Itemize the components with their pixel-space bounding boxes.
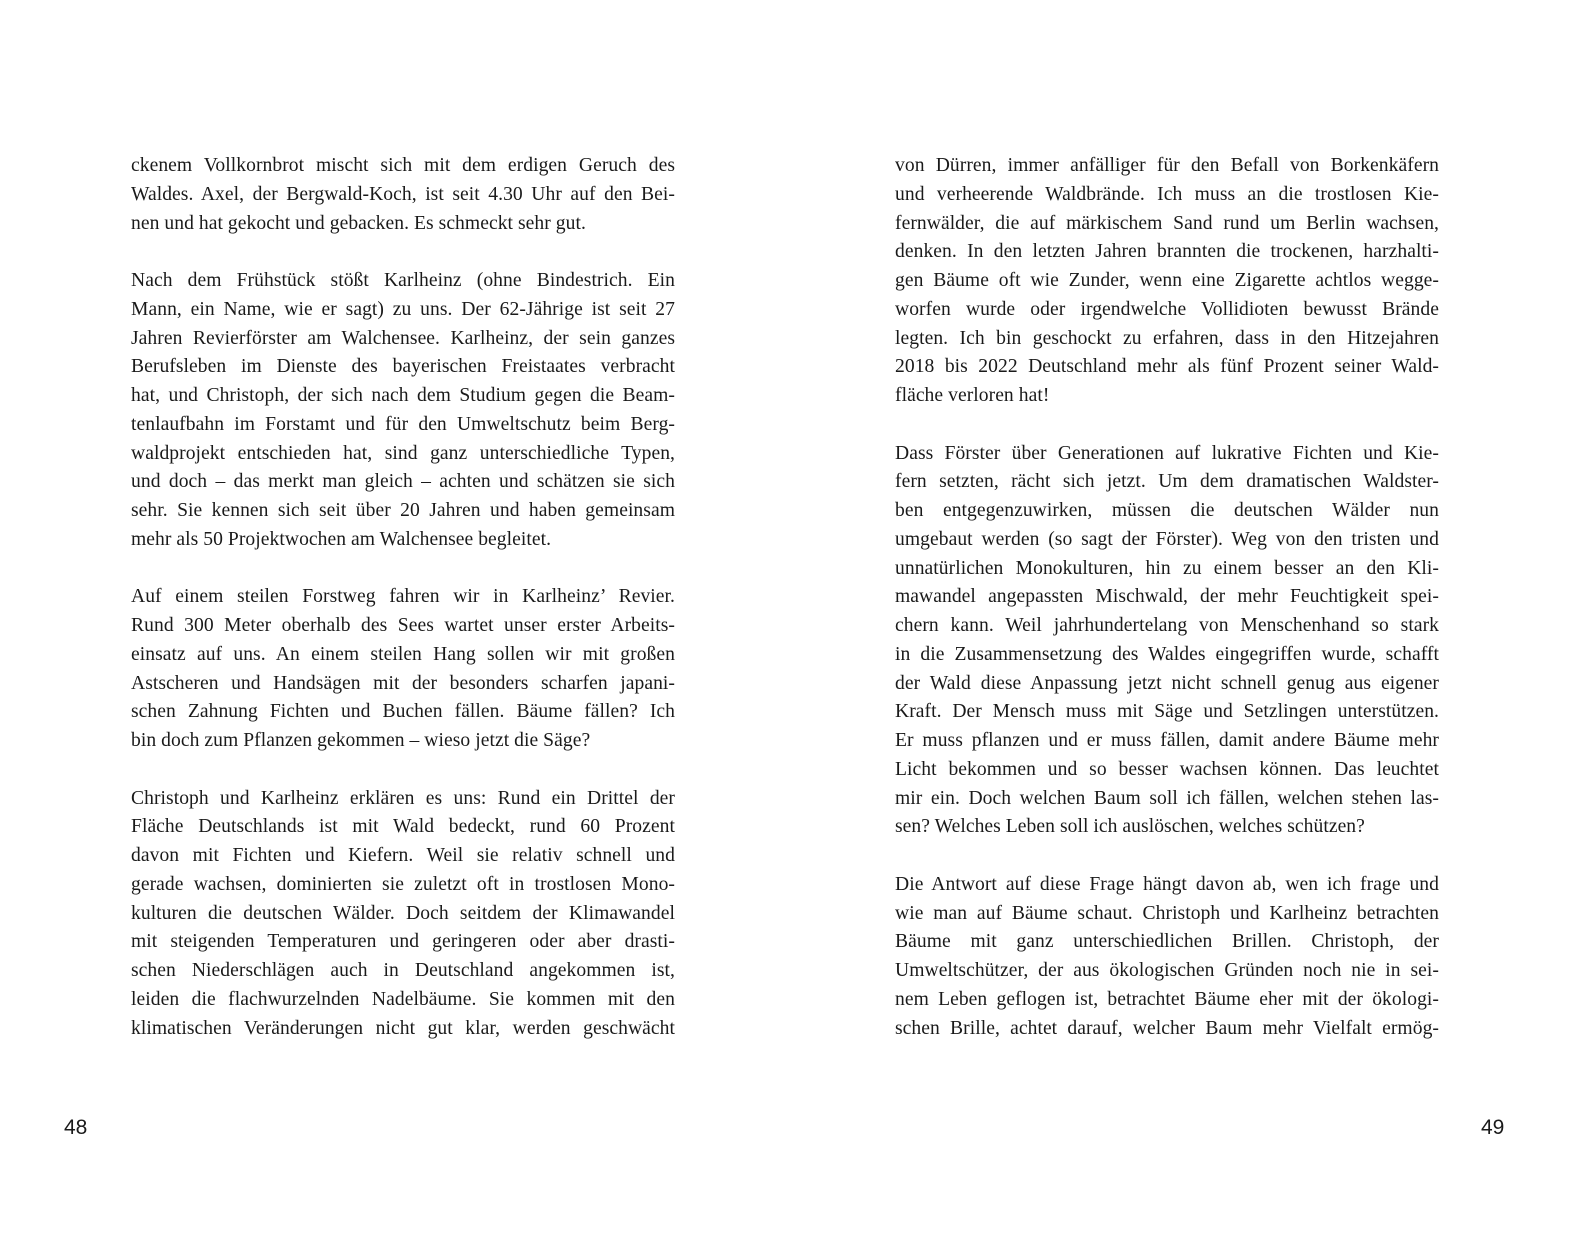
text-line: Er muss pflanzen und er muss fällen, damit andere Bäume mehr bbox=[895, 730, 1439, 751]
text-line: Christoph und Karlheinz erklären es uns: Rund ein Drittel der bbox=[131, 787, 675, 809]
right-page bbox=[797, 0, 1594, 1240]
page-number: 48 bbox=[64, 1116, 88, 1139]
right-text-column bbox=[895, 152, 1439, 1072]
paragraph bbox=[131, 583, 675, 756]
text-line: gerade wachsen, dominierten sie zuletzt oft in trostlosen Mono- bbox=[131, 873, 675, 895]
text-line: gen Bäume oft wie Zunder, wenn eine Zigarette achtlos wegge- bbox=[895, 270, 1439, 291]
text-line: Kraft. Der Mensch muss mit Säge und Setzlingen unterstützen. bbox=[895, 701, 1439, 723]
paragraph bbox=[131, 785, 675, 1044]
text-line: einsatz auf uns. An einem steilen Hang sollen wir mit großen bbox=[131, 643, 675, 665]
text-line: worfen wurde oder irgendwelche Vollidioten bewusst Brände bbox=[895, 298, 1439, 320]
text-line: sen? Welches Leben soll ich auslöschen, welches schützen? bbox=[895, 816, 1365, 838]
text-line: Mann, ein Name, wie er sagt) zu uns. Der 62-Jährige ist seit 27 bbox=[131, 298, 675, 320]
text-line: Astscheren und Handsägen mit der besonders scharfen japani- bbox=[131, 672, 675, 694]
text-line: Waldes. Axel, der Bergwald-Koch, ist seit 4.30 Uhr auf den Bei- bbox=[131, 183, 675, 205]
text-line: schen Niederschlägen auch in Deutschland angekommen ist, bbox=[131, 960, 675, 981]
text-line: sehr. Sie kennen sich seit über 20 Jahren und haben gemeinsam bbox=[131, 500, 675, 521]
text-line: 2018 bis 2022 Deutschland mehr als fünf Prozent seiner Wald- bbox=[895, 356, 1439, 378]
paragraph bbox=[895, 440, 1439, 843]
paragraph bbox=[895, 152, 1439, 411]
text-line: mawandel angepassten Mischwald, der mehr Feuchtigkeit spei- bbox=[895, 586, 1439, 608]
text-line: von Dürren, immer anfälliger für den Befall von Borkenkäfern bbox=[895, 155, 1439, 176]
text-line: nen und hat gekocht und gebacken. Es schmeckt sehr gut. bbox=[131, 212, 586, 234]
text-line: mir ein. Doch welchen Baum soll ich fällen, welchen stehen las- bbox=[895, 787, 1439, 809]
paragraph bbox=[131, 152, 675, 238]
text-line: bin doch zum Pflanzen gekommen – wieso jetzt die Säge? bbox=[131, 730, 591, 751]
text-line: klimatischen Veränderungen nicht gut klar, werden geschwächt bbox=[131, 1017, 675, 1039]
text-line: Umweltschützer, der aus ökologischen Gründen noch nie in sei- bbox=[895, 960, 1439, 981]
text-line: chern kann. Weil jahrhundertelang von Menschenhand so stark bbox=[895, 615, 1439, 636]
text-line: unnatürlichen Monokulturen, hin zu einem besser an den Kli- bbox=[895, 557, 1439, 579]
page-number: 49 bbox=[1481, 1116, 1505, 1139]
text-line: schen Brille, achtet darauf, welcher Baum mehr Vielfalt ermög- bbox=[895, 1017, 1439, 1039]
text-line: fern setzten, rächt sich jetzt. Um dem dramatischen Waldster- bbox=[895, 471, 1439, 493]
text-line: Bäume mit ganz unterschiedlichen Brillen. Christoph, der bbox=[895, 931, 1439, 953]
text-line: leiden die flachwurzelnden Nadelbäume. Sie kommen mit den bbox=[131, 988, 675, 1010]
text-line: ckenem Vollkornbrot mischt sich mit dem erdigen Geruch des bbox=[131, 155, 675, 176]
text-line: nem Leben geflogen ist, betrachtet Bäume eher mit der ökologi- bbox=[895, 988, 1439, 1010]
text-line: Auf einem steilen Forstweg fahren wir in Karlheinz’ Revier. bbox=[131, 586, 675, 608]
text-line: mit steigenden Temperaturen und geringeren oder aber drasti- bbox=[131, 931, 675, 953]
text-line: Licht bekommen und so besser wachsen können. Das leuchtet bbox=[895, 758, 1439, 780]
text-line: schen Zahnung Fichten und Buchen fällen. Bäume fällen? Ich bbox=[131, 701, 675, 723]
paragraph bbox=[895, 871, 1439, 1044]
text-line: Berufsleben im Dienste des bayerischen Freistaates verbracht bbox=[131, 356, 675, 378]
left-text-column bbox=[131, 152, 675, 1072]
text-line: Die Antwort auf diese Frage hängt davon ab, wen ich frage und bbox=[895, 873, 1439, 895]
text-line: umgebaut werden (so sagt der Förster). Weg von den tristen und bbox=[895, 528, 1439, 550]
text-line: Dass Förster über Generationen auf lukrative Fichten und Kie- bbox=[895, 442, 1439, 464]
text-line: davon mit Fichten und Kiefern. Weil sie relativ schnell und bbox=[131, 845, 675, 866]
text-line: und doch – das merkt man gleich – achten und schätzen sie sich bbox=[131, 471, 675, 493]
text-line: ben entgegenzuwirken, müssen die deutschen Wälder nun bbox=[895, 500, 1439, 521]
text-line: tenlaufbahn im Forstamt und für den Umweltschutz beim Berg- bbox=[131, 413, 675, 435]
text-line: fernwälder, die auf märkischem Sand rund um Berlin wachsen, bbox=[895, 212, 1439, 234]
text-line: Jahren Revierförster am Walchensee. Karlheinz, der sein ganzes bbox=[131, 327, 675, 349]
text-line: hat, und Christoph, der sich nach dem Studium gegen die Beam- bbox=[131, 385, 675, 406]
text-line: Fläche Deutschlands ist mit Wald bedeckt, rund 60 Prozent bbox=[131, 816, 675, 838]
text-line: legten. Ich bin geschockt zu erfahren, dass in den Hitzejahren bbox=[895, 327, 1439, 349]
text-line: Rund 300 Meter oberhalb des Sees wartet unser erster Arbeits- bbox=[131, 615, 675, 636]
text-line: wie man auf Bäume schaut. Christoph und Karlheinz betrachten bbox=[895, 902, 1439, 924]
text-line: der Wald diese Anpassung jetzt nicht schnell genug aus eigener bbox=[895, 672, 1439, 694]
text-line: mehr als 50 Projektwochen am Walchensee begleitet. bbox=[131, 528, 552, 550]
paragraph bbox=[131, 267, 675, 555]
text-line: waldprojekt entschieden hat, sind ganz unterschiedliche Typen, bbox=[131, 442, 675, 464]
text-line: in die Zusammensetzung des Waldes eingegriffen wurde, schafft bbox=[895, 643, 1439, 665]
text-line: und verheerende Waldbrände. Ich muss an die trostlosen Kie- bbox=[895, 183, 1439, 205]
text-line: kulturen die deutschen Wälder. Doch seitdem der Klimawandel bbox=[131, 902, 675, 924]
text-line: Nach dem Frühstück stößt Karlheinz (ohne Bindestrich. Ein bbox=[131, 270, 675, 291]
text-line: fläche verloren hat! bbox=[895, 385, 1050, 406]
text-line: denken. In den letzten Jahren brannten die trockenen, harzhalti- bbox=[895, 241, 1439, 263]
